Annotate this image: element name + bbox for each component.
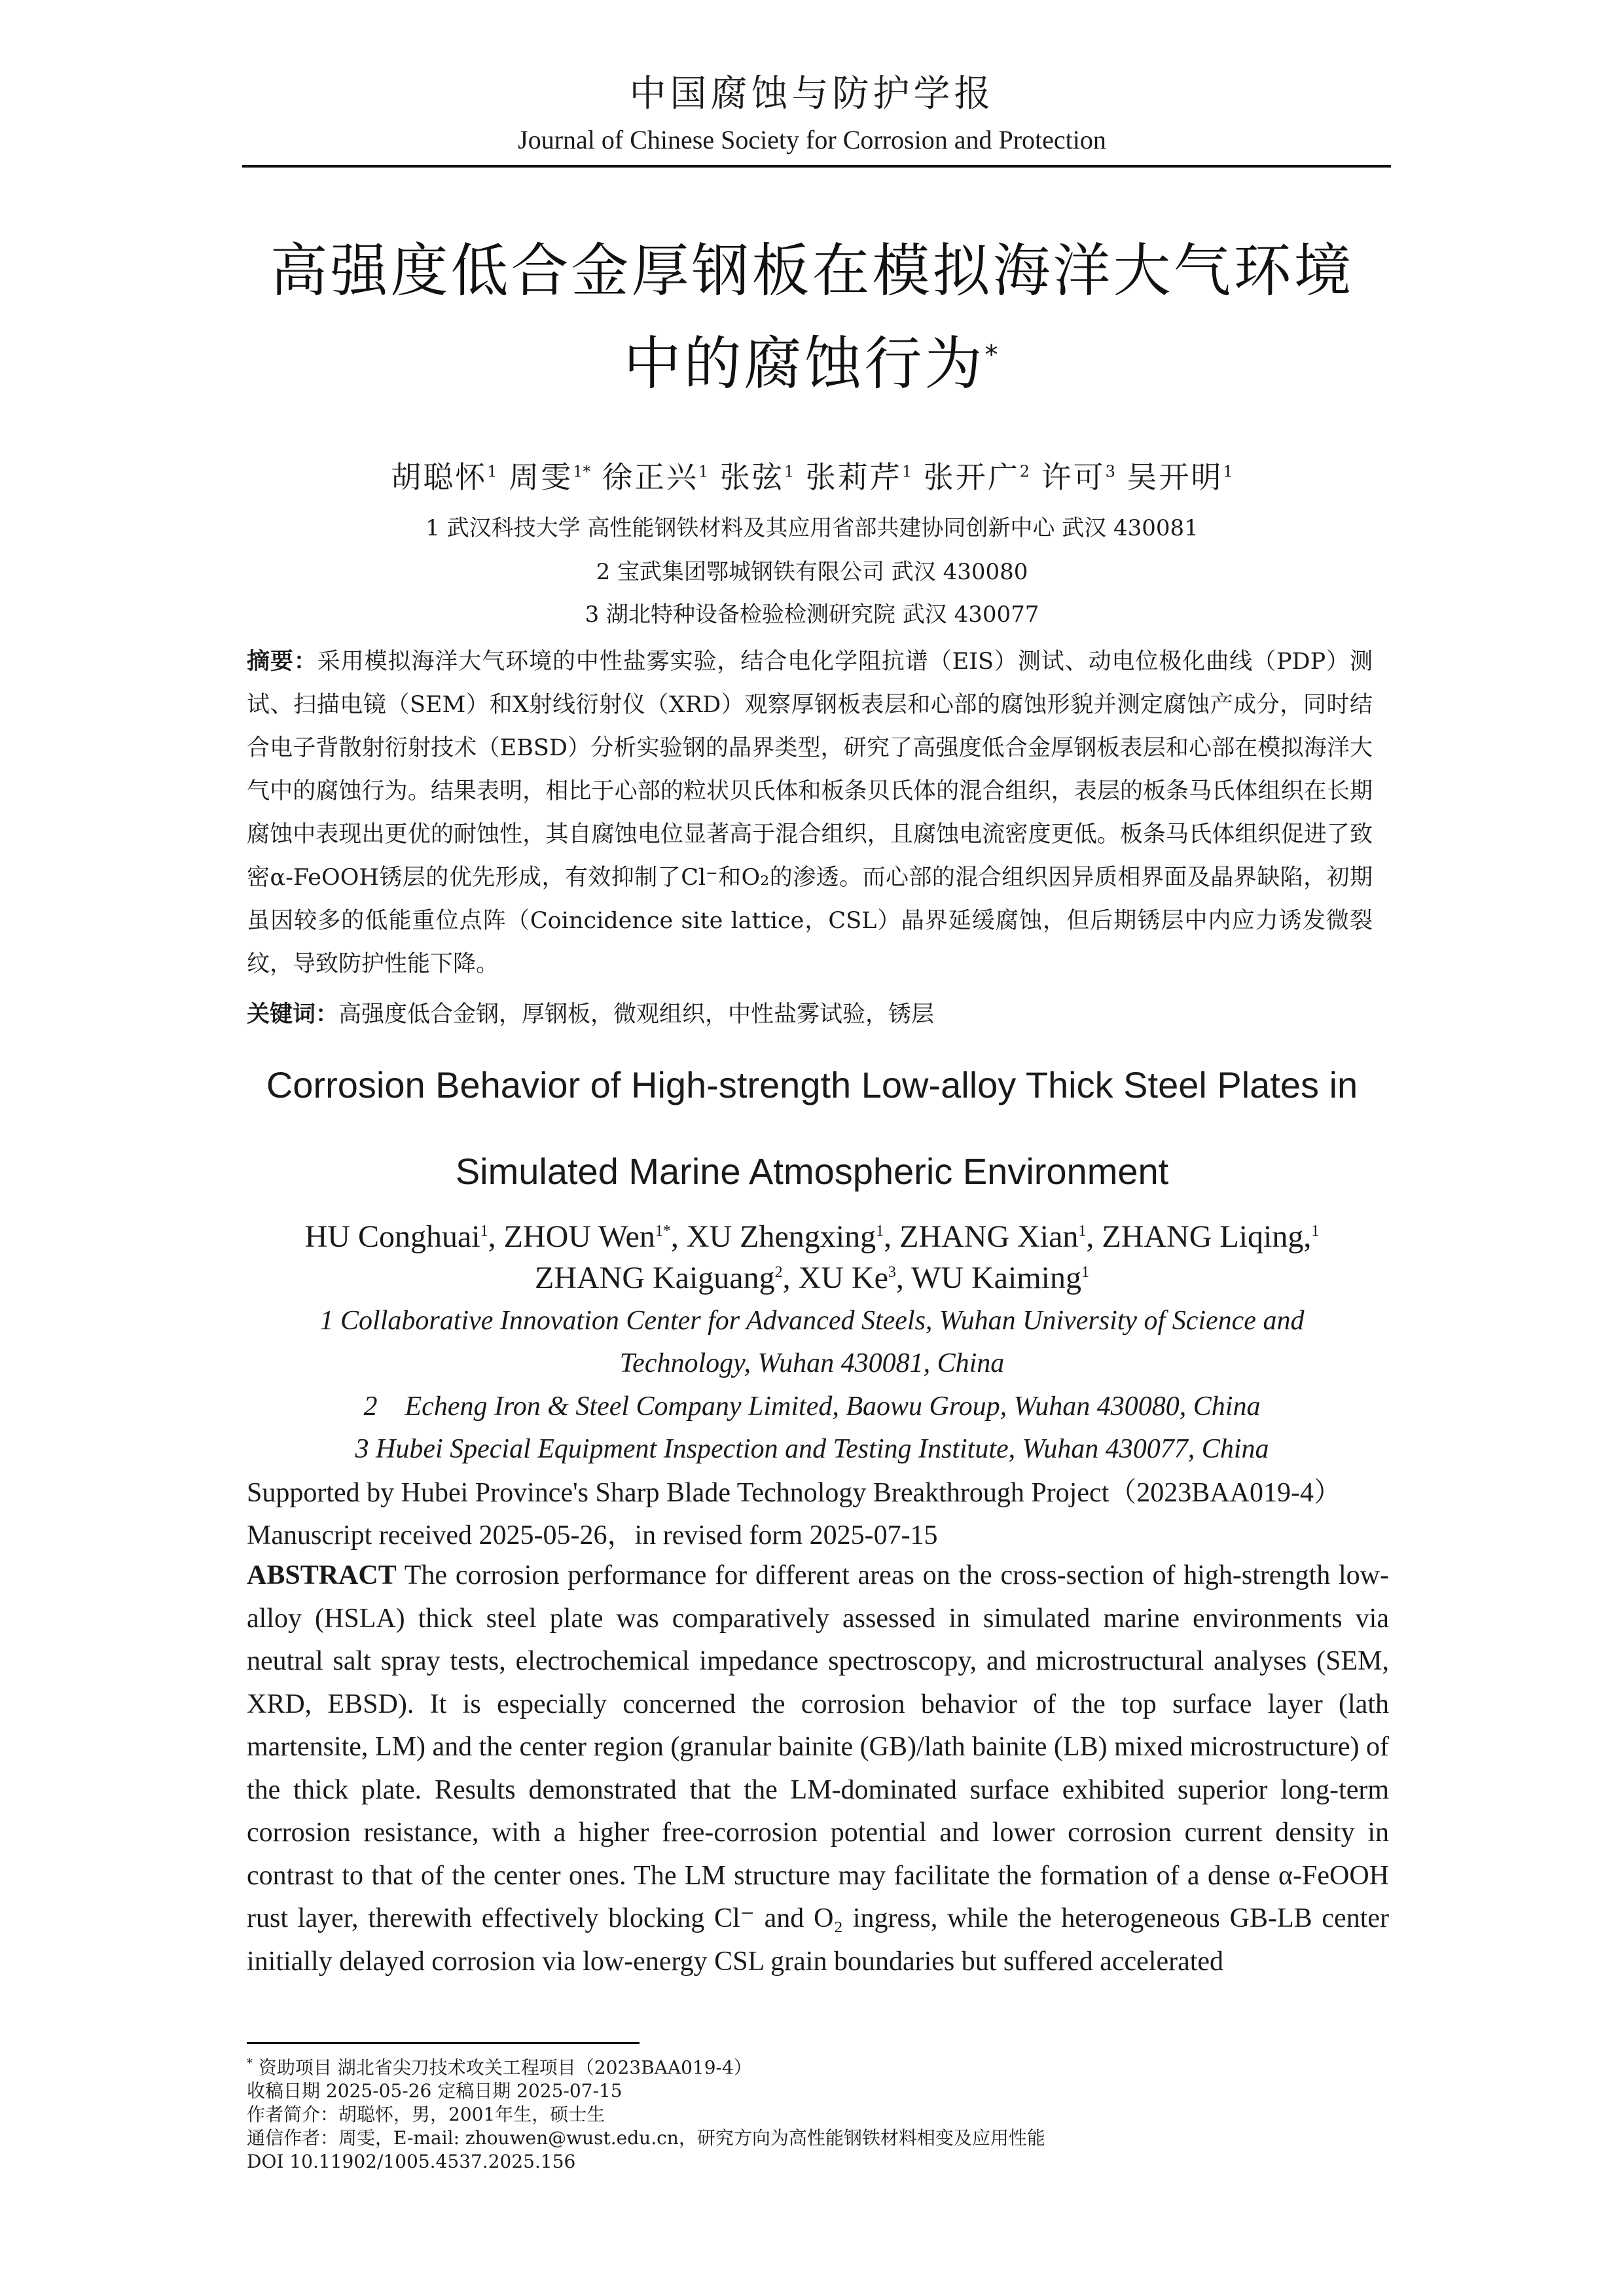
author-en: HU Conghuai$^1$, [304,1219,504,1254]
author-en: XU Ke$^3$, [798,1261,912,1295]
author-cn: 吴开明$^1$ [1127,459,1233,495]
author-en: XU Zhengxing$^1$, [686,1219,900,1254]
footnotes [247,2052,1373,2174]
author-en: WU Kaiming$^1$ [911,1261,1089,1295]
affiliation-cn-1: 1 武汉科技大学 高性能钢铁材料及其应用省部共建协同创新中心 武汉 430081 [425,515,1199,541]
title-cn-line2 [0,330,1624,397]
author-cn: 张莉芹$^1$ [805,459,912,495]
authors-en-row1 [0,1221,1624,1253]
authors-en-row2 [0,1263,1624,1294]
author-cn: 许可$^3$ [1041,459,1115,495]
abstract-cn [247,640,1373,986]
keywords-cn [247,995,1373,1034]
keywords-cn-label: 关键词： [247,1001,339,1028]
keywords-cn-text: 高强度低合金钢，厚钢板，微观组织，中性盐雾试验，锈层 [338,1001,935,1028]
author-en: ZHANG Kaiguang$^2$, [535,1261,799,1295]
author-en: ZHANG Xian$^1$, [899,1219,1102,1254]
footnote-funding: * 资助项目 湖北省尖刀技术攻关工程项目（2023BAA019-4） [247,2056,752,2079]
abstract-cn-label: 摘要： [247,649,317,675]
footnote-dates: 收稿日期 2025-05-26 定稿日期 2025-07-15 [247,2080,623,2102]
funding-statement: Supported by Hubei Province's Sharp Blade Technology Breakthrough Project（2023BAA019-4） [247,1478,1341,1508]
abstract-en [247,1554,1389,1983]
affiliation-cn-3: 3 湖北特种设备检验检测研究院 武汉 430077 [585,601,1039,628]
author-en: ZHANG Liqing,$^1$ [1102,1219,1320,1254]
abstract-en-label: ABSTRACT [247,1560,397,1590]
footnote-author-bio: 作者简介：胡聪怀，男，2001年生，硕士生 [247,2104,605,2126]
journal-name-cn: 中国腐蚀与防护学报 [629,73,995,115]
affiliation-en-2: 2 Echeng Iron & Steel Company Limited, Baowu Group, Wuhan 430080, China [363,1391,1261,1422]
title-en-line1: Corrosion Behavior of High-strength Low-alloy Thick Steel Plates in [266,1064,1358,1105]
journal-name-en: Journal of Chinese Society for Corrosion and Protection [518,125,1106,154]
affiliation-en-1b: Technology, Wuhan 430081, China [619,1348,1005,1378]
title-footnote-mark: * [984,340,1001,370]
manuscript-dates: Manuscript received 2025-05-26，in revised form 2025-07-15 [247,1520,938,1551]
affiliation-en-3: 3 Hubei Special Equipment Inspection and Testing Institute, Wuhan 430077, China [355,1434,1269,1464]
affiliation-en-1a: 1 Collaborative Innovation Center for Advanced Steels, Wuhan University of Science and [319,1306,1305,1336]
abstract-cn-text: 采用模拟海洋大气环境的中性盐雾实验，结合电化学阻抗谱（EIS）测试、动电位极化曲线（PDP）测试、扫描电镜（SEM）和X射线衍射仪（XRD）观察厚钢板表层和心部的腐蚀形貌并测定腐蚀产成分，同时结合电子背散射衍射技术（EBSD）分析实验钢的晶界类型，研究了高强度低合金厚钢板表层和心部在模拟海洋大气中的腐蚀行为。结果表明，相比于心部的粒状贝氏体和板条贝氏体的混合组织，表层的板条马氏体组织在长期腐蚀中表现出更优的耐蚀性，其自腐蚀电位显著高于混合组织，且腐蚀电流密度更低。板条马氏体组织促进了致密α-FeOOH锈层的优先形成，有效抑制了Cl⁻和O₂的渗透。而心部的混合组织因异质相界面及晶界缺陷，初期虽因较多的低能重位点阵（Coincidence site lattice，CSL）晶界延缓腐蚀，但后期锈层中内应力诱发微裂纹，导致防护性能下降。 [247,649,1373,977]
title-en-line2: Simulated Marine Atmospheric Environment [455,1151,1169,1192]
author-cn: 张弦$^1$ [719,459,795,495]
footnote-rule [247,2042,640,2044]
footnote-doi: DOI 10.11902/1005.4537.2025.156 [247,2151,576,2173]
author-cn: 张开广$^2$ [923,459,1030,495]
abstract-en-text: The corrosion performance for different areas on the cross-section of high-strength low-alloy (HSLA) thick steel plate was comparatively assessed in simulated marine environments via neutral salt spray tests, electrochemical impedance spectroscopy, and microstructural analyses (SEM, XRD, EBSD). It is especially concerned the corrosion behavior of the top surface layer (lath martensite, LM) and the center region (granular bainite (GB)/lath bainite (LB) mixed microstructure) of the thick plate. Results demonstrated that the LM-dominated surface exhibited superior long-term corrosion resistance, with a higher free-corrosion potential and lower corrosion current density in contrast to that of the center ones. The LM structure may facilitate the formation of a dense α-FeOOH rust layer, therewith effectively blocking Cl⁻ and O₂ ingress, while the heterogeneous GB-LB center initially delayed corrosion via low-energy CSL grain boundaries but suffered accelerated [247,1560,1389,1977]
author-cn: 徐正兴$^1$ [602,459,709,495]
affiliation-cn-2: 2 宝武集团鄂城钢铁有限公司 武汉 430080 [596,559,1028,585]
author-en: ZHOU Wen$^{1*}$, [503,1219,687,1254]
author-cn: 胡聪怀$^1$ [391,459,497,495]
header-rule [242,165,1391,168]
title-cn-line1: 高强度低合金厚钢板在模拟海洋大气环境 [270,237,1354,304]
title-cn-line2-text: 中的腐蚀行为 [623,330,985,397]
footnote-corresponding: 通信作者：周雯，E-mail: zhouwen@wust.edu.cn，研究方向为高性能钢铁材料相变及应用性能 [247,2127,1045,2149]
authors-cn [0,459,1624,495]
author-cn: 周雯$^{1*}$ [509,459,591,495]
